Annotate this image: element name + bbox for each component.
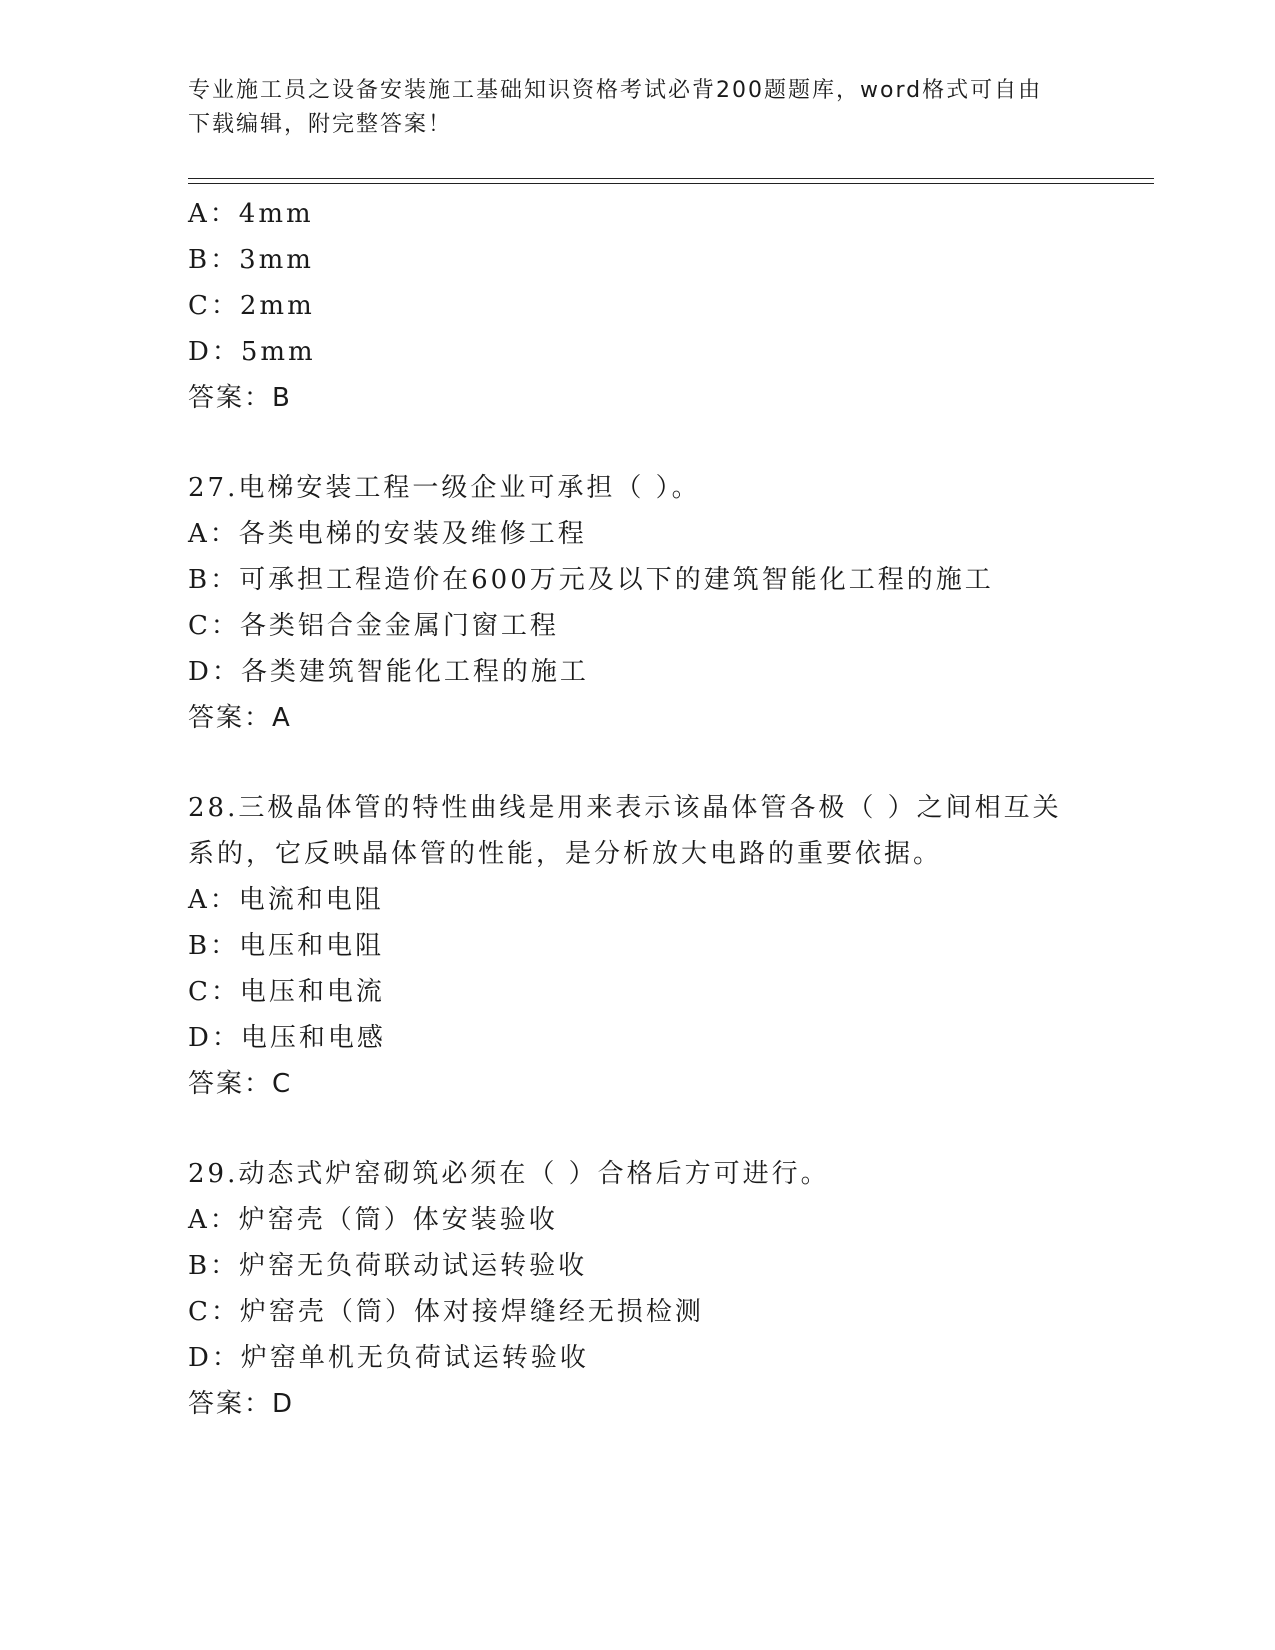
option-a: A：炉窑壳（筒）体安装验收 bbox=[188, 1205, 558, 1235]
option-b: B：可承担工程造价在600万元及以下的建筑智能化工程的施工 bbox=[188, 565, 994, 595]
option-a: A：电流和电阻 bbox=[188, 885, 384, 915]
answer: 答案：D bbox=[188, 1389, 295, 1419]
question-stem: 27.电梯安装工程一级企业可承担（ ）。 bbox=[188, 473, 701, 503]
question-26 bbox=[188, 191, 1088, 421]
header-line-1: 专业施工员之设备安装施工基础知识资格考试必背200题题库，word格式可自由 bbox=[188, 78, 1043, 103]
option-d: D：5mm bbox=[188, 337, 316, 367]
header-divider-bottom bbox=[188, 183, 1154, 184]
option-b: B：3mm bbox=[188, 245, 314, 275]
answer: 答案：B bbox=[188, 383, 292, 413]
option-c: C：炉窑壳（筒）体对接焊缝经无损检测 bbox=[188, 1297, 704, 1327]
option-b: B：电压和电阻 bbox=[188, 931, 385, 961]
answer: 答案：C bbox=[188, 1069, 293, 1099]
option-b: B：炉窑无负荷联动试运转验收 bbox=[188, 1251, 588, 1281]
question-27 bbox=[188, 465, 1088, 741]
option-c: C：电压和电流 bbox=[188, 977, 385, 1007]
option-c: C：2mm bbox=[188, 291, 315, 321]
option-d: D：各类建筑智能化工程的施工 bbox=[188, 657, 589, 687]
option-d: D：炉窑单机无负荷试运转验收 bbox=[188, 1343, 589, 1373]
question-list bbox=[188, 191, 1088, 1427]
document-header bbox=[188, 74, 1068, 142]
question-28 bbox=[188, 785, 1088, 1107]
question-stem: 29.动态式炉窑砌筑必须在（ ）合格后方可进行。 bbox=[188, 1159, 830, 1189]
option-c: C：各类铝合金金属门窗工程 bbox=[188, 611, 559, 641]
question-stem-line-2: 系的，它反映晶体管的性能，是分析放大电路的重要依据。 bbox=[188, 839, 943, 869]
option-a: A：各类电梯的安装及维修工程 bbox=[188, 519, 587, 549]
question-29 bbox=[188, 1151, 1088, 1427]
option-a: A：4mm bbox=[188, 199, 314, 229]
header-line-2: 下载编辑，附完整答案！ bbox=[188, 112, 453, 137]
answer: 答案：A bbox=[188, 703, 292, 733]
header-divider-top bbox=[188, 178, 1154, 179]
question-stem-line-1: 28.三极晶体管的特性曲线是用来表示该晶体管各极（ ）之间相互关 bbox=[188, 793, 1062, 823]
option-d: D：电压和电感 bbox=[188, 1023, 386, 1053]
